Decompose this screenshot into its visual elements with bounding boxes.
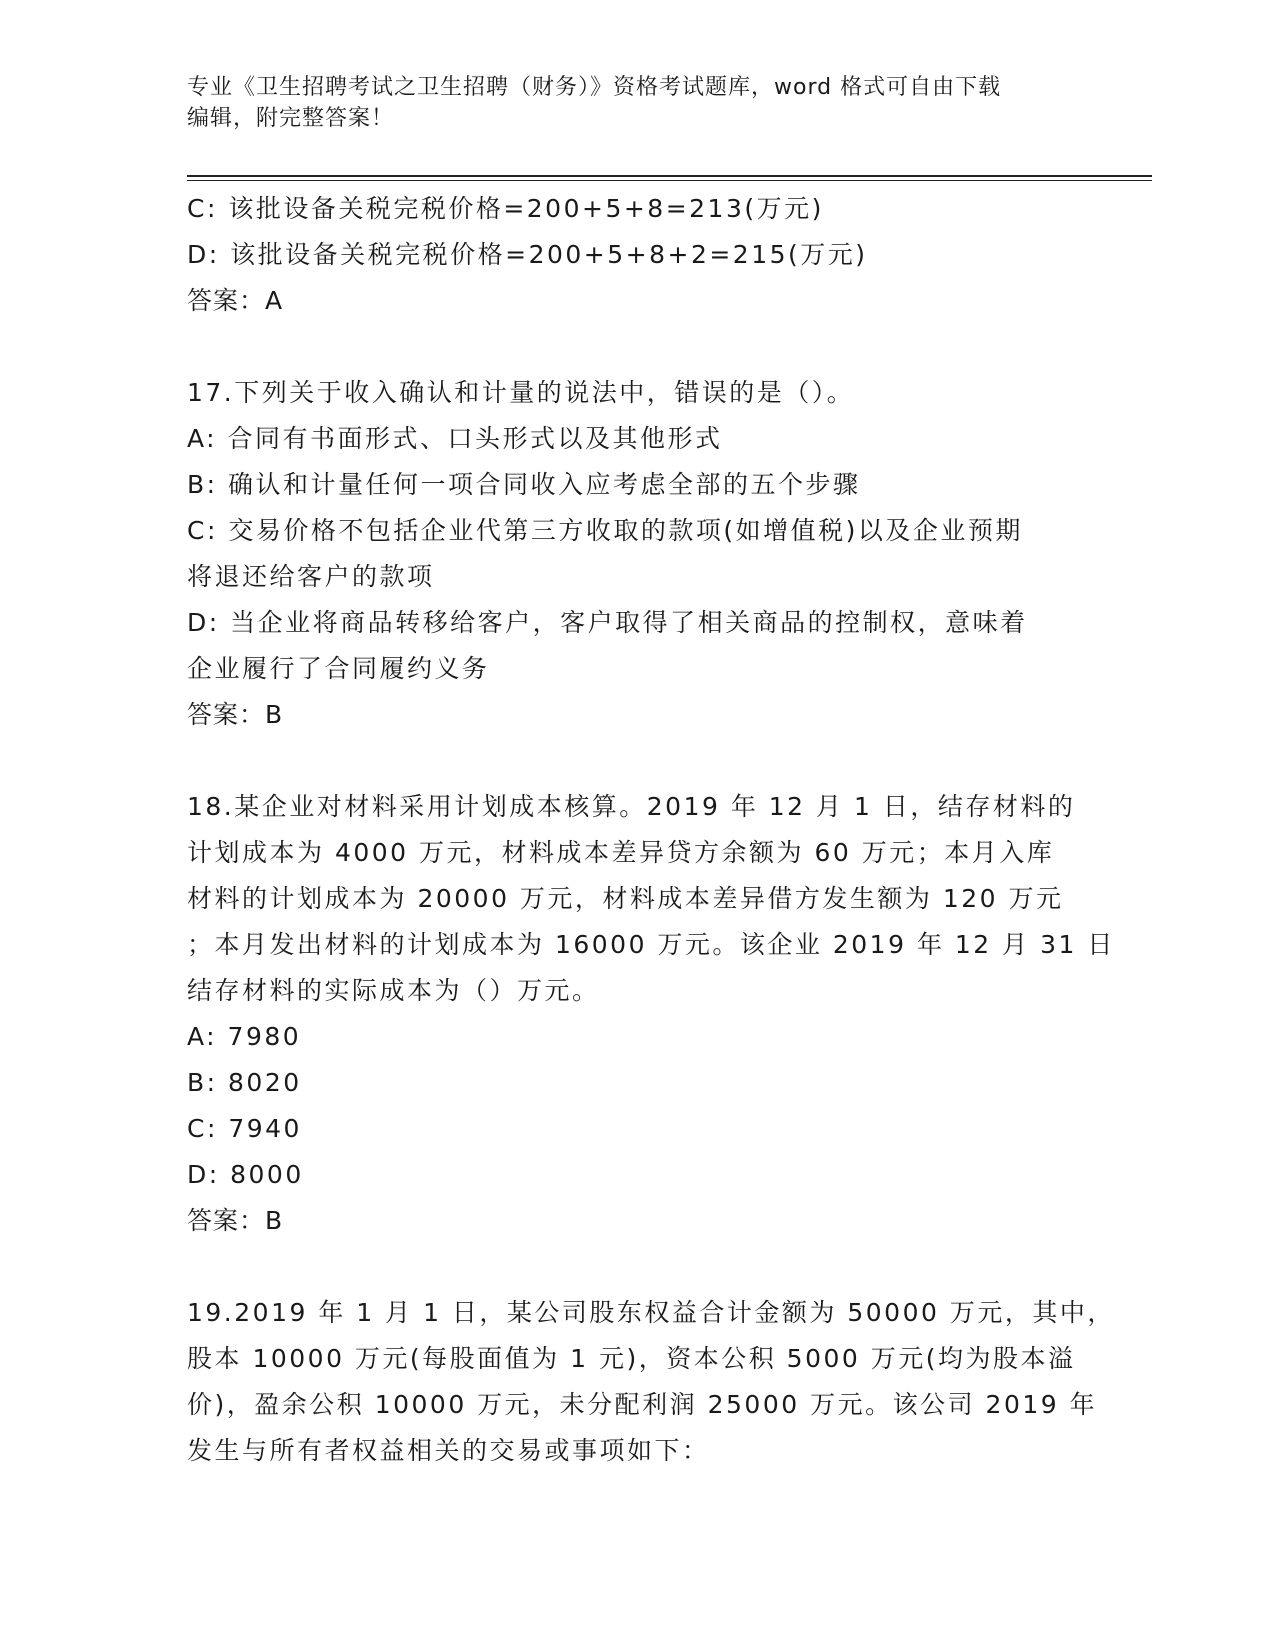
q18-stem-line-3: 材料的计划成本为 20000 万元，材料成本差异借方发生额为 120 万元 xyxy=(187,884,1064,913)
q17-option-c-line-1: C: 交易价格不包括企业代第三方收取的款项(如增值税)以及企业预期 xyxy=(187,516,1023,545)
q17-answer: 答案：B xyxy=(187,700,284,729)
spacer xyxy=(187,1244,1077,1290)
q19-stem-line-1: 19.2019 年 1 月 1 日，某公司股东权益合计金额为 50000 万元，其中， xyxy=(187,1298,1115,1327)
q17-option-a: A: 合同有书面形式、口头形式以及其他形式 xyxy=(187,424,723,453)
q18-stem-line-4: ；本月发出材料的计划成本为 16000 万元。该企业 2019 年 12 月 31 日 xyxy=(187,930,1115,959)
question-18 xyxy=(187,784,1115,1244)
q18-stem-line-1: 18.某企业对材料采用计划成本核算。2019 年 12 月 1 日，结存材料的 xyxy=(187,792,1076,821)
q16-option-d: D: 该批设备关税完税价格=200+5+8+2=215(万元) xyxy=(187,240,868,269)
q18-stem-line-2: 计划成本为 4000 万元，材料成本差异贷方余额为 60 万元；本月入库 xyxy=(187,838,1055,867)
q19-stem-line-4: 发生与所有者权益相关的交易或事项如下： xyxy=(187,1436,710,1465)
q18-stem-line-5: 结存材料的实际成本为（）万元。 xyxy=(187,976,600,1005)
q16-answer: 答案：A xyxy=(187,286,284,315)
spacer xyxy=(187,738,1077,784)
q16-option-c: C: 该批设备关税完税价格=200+5+8=213(万元) xyxy=(187,194,824,223)
question-19 xyxy=(187,1290,1115,1474)
q18-option-c: C: 7940 xyxy=(187,1114,302,1143)
header-line-2: 编辑，附完整答案！ xyxy=(187,106,395,131)
q17-stem: 17.下列关于收入确认和计量的说法中，错误的是（）。 xyxy=(187,378,855,407)
q18-option-a: A: 7980 xyxy=(187,1022,302,1051)
q18-option-b: B: 8020 xyxy=(187,1068,302,1097)
q17-option-d-line-2: 企业履行了合同履约义务 xyxy=(187,654,490,683)
q17-option-c-line-2: 将退还给客户的款项 xyxy=(187,562,435,591)
document-header xyxy=(187,72,1067,134)
q17-option-d-line-1: D: 当企业将商品转移给客户，客户取得了相关商品的控制权，意味着 xyxy=(187,608,1028,637)
header-line-1: 专业《卫生招聘考试之卫生招聘（财务）》资格考试题库，word 格式可自由下载 xyxy=(187,75,1002,100)
q18-answer: 答案：B xyxy=(187,1206,284,1235)
document-body xyxy=(187,186,1115,1474)
q19-stem-line-2: 股本 10000 万元(每股面值为 1 元)，资本公积 5000 万元(均为股本溢 xyxy=(187,1344,1076,1373)
q18-option-d: D: 8000 xyxy=(187,1160,304,1189)
spacer xyxy=(187,324,1077,370)
header-divider-thick xyxy=(187,175,1152,177)
question-17 xyxy=(187,370,1077,738)
question-16-tail xyxy=(187,186,1077,324)
q19-stem-line-3: 价)，盈余公积 10000 万元，未分配利润 25000 万元。该公司 2019 年 xyxy=(187,1390,1098,1419)
header-divider-thin xyxy=(187,180,1152,181)
q17-option-b: B: 确认和计量任何一项合同收入应考虑全部的五个步骤 xyxy=(187,470,861,499)
